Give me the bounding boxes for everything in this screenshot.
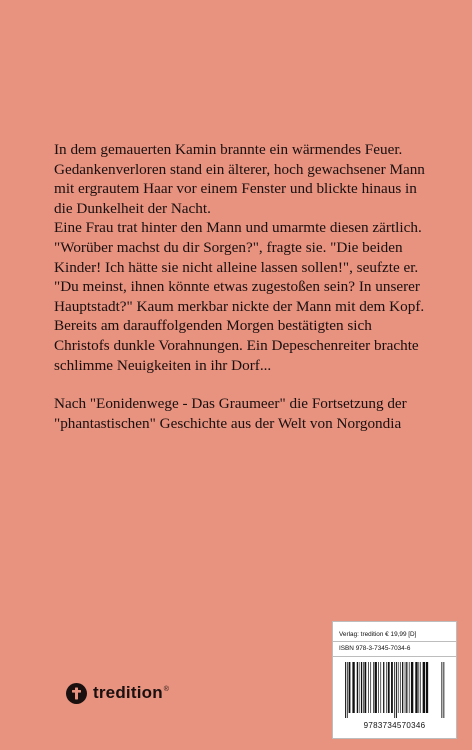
barcode-bar (409, 662, 410, 713)
publisher-logo (66, 682, 169, 704)
barcode-bar (402, 662, 403, 713)
barcode-bar (406, 662, 407, 713)
barcode-bar (375, 662, 377, 713)
blurb-closing: Nach "Eonidenwege - Das Graumeer" die Fortsetzung der "phantastischen" Geschichte aus der Welt von Norgondia (54, 395, 407, 432)
blurb-paragraph-1: In dem gemauerten Kamin brannte ein wärmendes Feuer. Gedankenverloren stand ein älterer, hoch gewachsener Mann mit ergrautem Haar vor einem Fenster und blickte hinaus in die Dunkelheit der Nacht. (54, 141, 425, 217)
barcode-bar (386, 662, 387, 713)
barcode-bar (352, 662, 354, 713)
barcode-bar (368, 662, 369, 713)
isbn-line: ISBN 978-3-7345-7034-6 (339, 645, 411, 652)
publisher-price-line: Verlag: tredition € 19,99 [D] (339, 631, 417, 638)
barcode-bar (359, 662, 360, 713)
barcode-bar (364, 662, 366, 713)
logo-wordmark (93, 683, 169, 703)
barcode-bar (388, 662, 390, 713)
logo-name: tredition (93, 683, 163, 702)
barcode-bar (405, 662, 406, 713)
barcode-bar (373, 662, 374, 713)
barcode-bar (443, 662, 444, 718)
barcode-bar (370, 662, 371, 713)
barcode-bar (383, 662, 384, 713)
barcode-digits: 9783734570346 (363, 721, 426, 730)
back-cover-blurb (54, 140, 426, 433)
barcode-bar (400, 662, 401, 713)
barcode-bar (394, 662, 395, 718)
barcode-bar (380, 662, 381, 713)
barcode-bar (420, 662, 421, 713)
barcode-bar (398, 662, 399, 713)
barcode-bar (423, 662, 425, 713)
barcode-divider (333, 641, 456, 642)
barcode-bar (349, 662, 351, 713)
barcode-bar (418, 662, 419, 713)
barcode-bar (378, 662, 379, 713)
paragraph-spacer (54, 375, 426, 394)
barcode-bars (345, 662, 445, 718)
barcode-divider (333, 656, 456, 657)
barcode-bar (411, 662, 413, 713)
barcode-bar (415, 662, 417, 713)
barcode-bar (426, 662, 428, 713)
barcode-bar (357, 662, 358, 713)
registered-mark: ® (163, 686, 170, 694)
blurb-paragraph-2: Eine Frau trat hinter den Mann und umarmte diesen zärtlich. "Worüber machst du dir Sorgen?", fragte sie. "Die beiden Kinder! Ich hätte sie nicht alleine lassen sollen!", seufzte er. "Du meinst, ihnen könnte etwas zugestoßen sein? In unserer Hauptstadt?" Kaum merkbar nickte der Mann mit dem Kopf. (54, 219, 425, 315)
barcode-bar (347, 662, 348, 718)
barcode-bar (363, 662, 364, 713)
barcode-bar (441, 662, 442, 718)
barcode-bar (391, 662, 393, 713)
barcode-bar (396, 662, 397, 718)
barcode-bar (361, 662, 362, 713)
barcode-bar (345, 662, 346, 718)
tredition-logo-icon (66, 683, 87, 704)
blurb-paragraph-3: Bereits am darauffolgenden Morgen bestätigten sich Christofs dunkle Vorahnungen. Ein Depeschenreiter brachte schlimme Neuigkeiten in ihr Dorf... (54, 317, 419, 374)
isbn-barcode-box (332, 621, 457, 739)
